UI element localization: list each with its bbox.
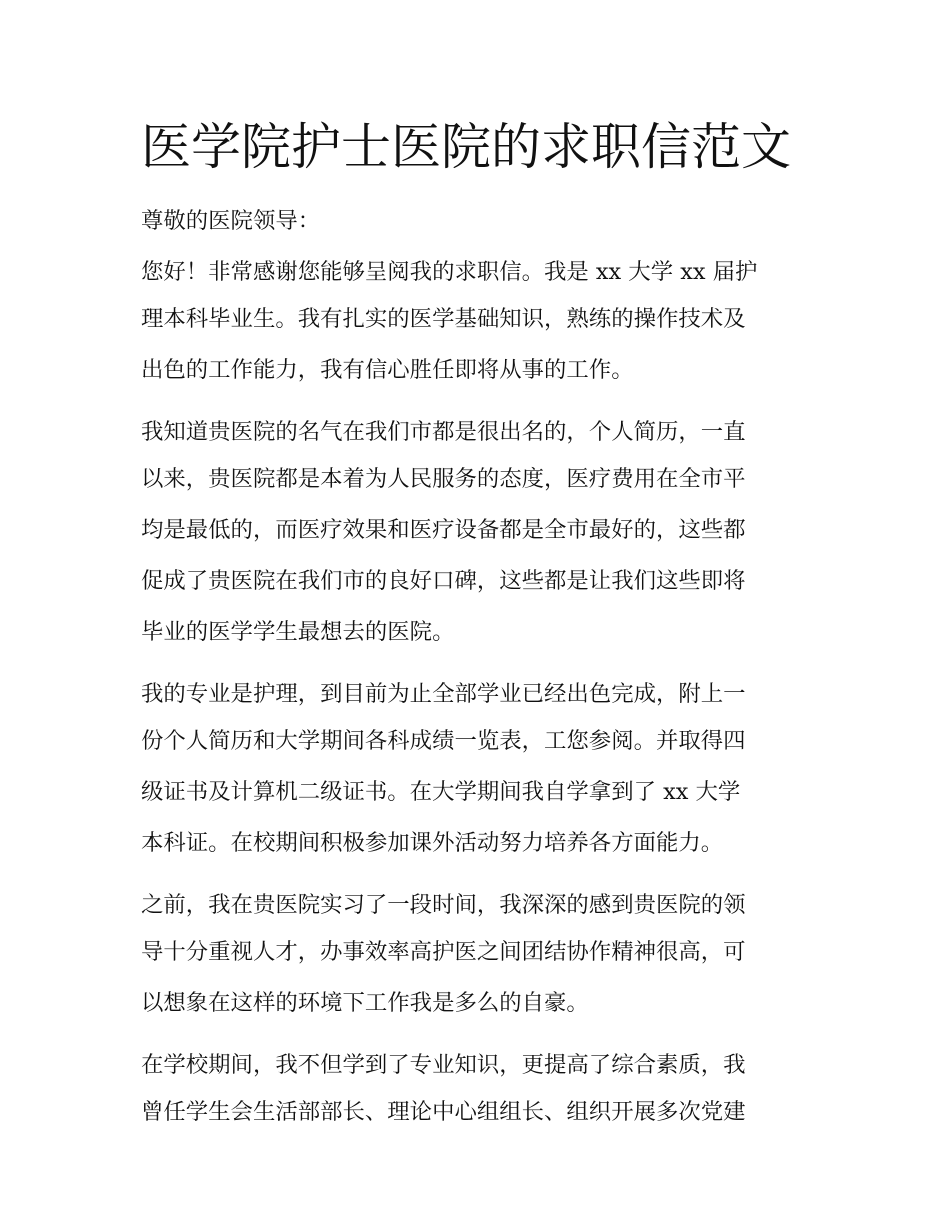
paragraph-hospital-reputation bbox=[141, 410, 813, 658]
paragraph-line: 在学校期间，我不但学到了专业知识，更提高了综合素质，我 bbox=[141, 1052, 746, 1078]
paragraph-line: 均是最低的，而医疗效果和医疗设备都是全市最好的，这些都 bbox=[141, 517, 746, 543]
paragraph-major bbox=[141, 672, 813, 869]
paragraph-greeting bbox=[141, 250, 813, 396]
paragraph-line: 促成了贵医院在我们市的良好口碑，这些都是让我们这些即将 bbox=[141, 568, 746, 594]
paragraph-line: 以想象在这样的环境下工作我是多么的自豪。 bbox=[141, 990, 589, 1016]
paragraph-line: 我的专业是护理，到目前为止全部学业已经出色完成，附上一 bbox=[141, 681, 746, 707]
paragraph-line: 曾任学生会生活部部长、理论中心组组长、组织开展多次党建 bbox=[141, 1099, 746, 1125]
document-page bbox=[141, 112, 813, 1138]
paragraph-line: 导十分重视人才，办事效率高护医之间团结协作精神很高，可 bbox=[141, 939, 746, 965]
paragraph-line: 级证书及计算机二级证书。在大学期间我自学拿到了 xx 大学 bbox=[141, 779, 741, 805]
paragraph-line: 出色的工作能力，我有信心胜任即将从事的工作。 bbox=[141, 357, 634, 383]
paragraph-line: 之前，我在贵医院实习了一段时间，我深深的感到贵医院的领 bbox=[141, 892, 746, 918]
paragraph-school-activities bbox=[141, 1043, 813, 1138]
paragraph-line: 我知道贵医院的名气在我们市都是很出名的，个人简历，一直 bbox=[141, 419, 746, 445]
paragraph-line: 毕业的医学学生最想去的医院。 bbox=[141, 619, 455, 645]
paragraph-line: 理本科毕业生。我有扎实的医学基础知识，熟练的操作技术及 bbox=[141, 306, 746, 332]
paragraph-internship bbox=[141, 883, 813, 1029]
salutation: 尊敬的医院领导： bbox=[141, 208, 321, 234]
paragraph-line: 以来，贵医院都是本着为人民服务的态度，医疗费用在全市平 bbox=[141, 466, 746, 492]
document-title: 医学院护士医院的求职信范文 bbox=[141, 118, 791, 176]
paragraph-line: 份个人简历和大学期间各科成绩一览表，工您参阅。并取得四 bbox=[141, 728, 746, 754]
paragraph-line: 您好！非常感谢您能够呈阅我的求职信。我是 xx 大学 xx 届护 bbox=[141, 259, 758, 285]
paragraph-line: 本科证。在校期间积极参加课外活动努力培养各方面能力。 bbox=[141, 830, 724, 856]
